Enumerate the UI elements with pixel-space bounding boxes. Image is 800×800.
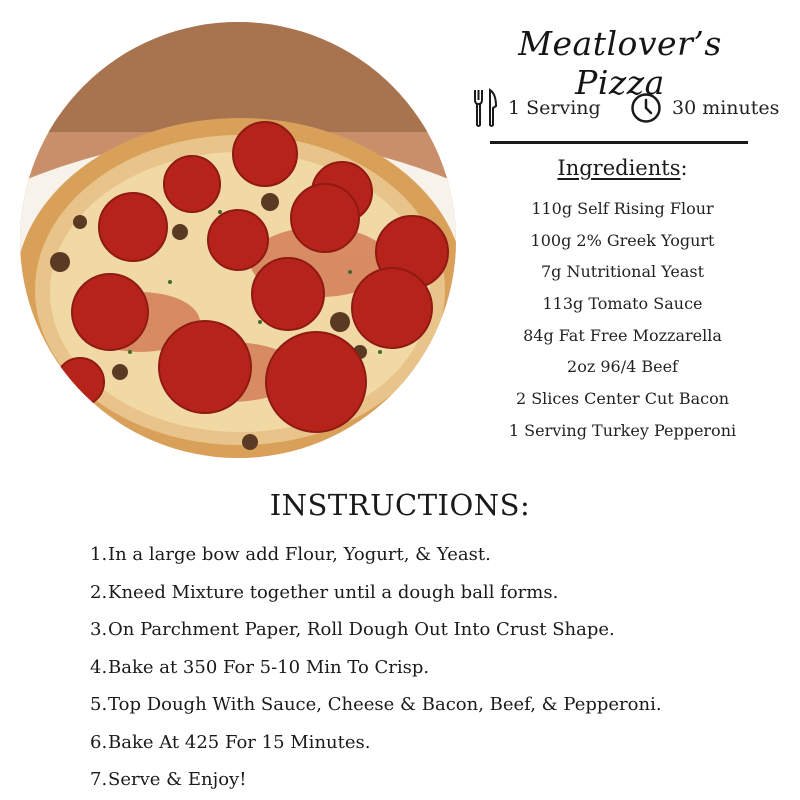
- step-number: 6.: [90, 731, 108, 753]
- step-number: 7.: [90, 769, 108, 790]
- ingredient-item: 100g 2% Greek Yogurt: [530, 230, 715, 250]
- step-text: Top Dough With Sauce, Cheese & Bacon, Beef, & Pepperoni.: [108, 694, 662, 715]
- instruction-step: [90, 686, 770, 724]
- instructions-heading: INSTRUCTIONS:: [269, 488, 531, 522]
- ingredient-item: 113g Tomato Sauce: [542, 294, 703, 314]
- instructions-list: [90, 536, 770, 799]
- servings-text: 1 Serving: [508, 97, 601, 119]
- step-number: 1.: [90, 544, 108, 565]
- step-text: In a large bow add Flour, Yogurt, & Yeast.: [108, 544, 491, 565]
- ingredient-item: 2oz 96/4 Beef: [567, 357, 678, 377]
- time-info: [630, 88, 779, 128]
- ingredients-heading-text: Ingredients: [557, 156, 681, 180]
- instruction-step: [90, 574, 770, 612]
- pizza-image: [20, 22, 456, 458]
- fork-knife-icon: [472, 88, 498, 128]
- instruction-step: [90, 761, 770, 799]
- ingredient-item: 84g Fat Free Mozzarella: [523, 325, 722, 345]
- step-number: 2.: [90, 581, 108, 603]
- step-text: On Parchment Paper, Roll Dough Out Into Crust Shape.: [108, 619, 615, 640]
- ingredients-list: [470, 193, 775, 447]
- step-text: Bake at 350 For 5-10 Min To Crisp.: [108, 656, 430, 678]
- step-text: Serve & Enjoy!: [108, 769, 247, 790]
- instruction-step: [90, 649, 770, 687]
- servings-info: [472, 88, 601, 128]
- ingredient-item: 110g Self Rising Flour: [531, 199, 714, 218]
- step-number: 3.: [90, 619, 108, 640]
- pizza-photo: [20, 22, 456, 458]
- ingredients-heading: [480, 156, 765, 180]
- ingredient-item: 2 Slices Center Cut Bacon: [515, 389, 730, 409]
- step-text: Bake At 425 For 15 Minutes.: [108, 731, 371, 753]
- step-number: 4.: [90, 656, 108, 678]
- clock-icon: [630, 92, 662, 124]
- ingredient-item: 1 Serving Turkey Pepperoni: [508, 420, 737, 440]
- divider: [490, 141, 748, 144]
- recipe-title: Meatlover’s Pizza: [518, 24, 722, 102]
- instruction-step: [90, 611, 770, 649]
- instruction-step: [90, 536, 770, 574]
- ingredients-heading-colon: :: [680, 156, 688, 180]
- ingredient-item: 7g Nutritional Yeast: [540, 262, 705, 282]
- time-text: 30 minutes: [672, 97, 780, 119]
- instruction-step: [90, 724, 770, 762]
- step-text: Kneed Mixture together until a dough ball forms.: [108, 581, 559, 603]
- step-number: 5.: [90, 694, 108, 715]
